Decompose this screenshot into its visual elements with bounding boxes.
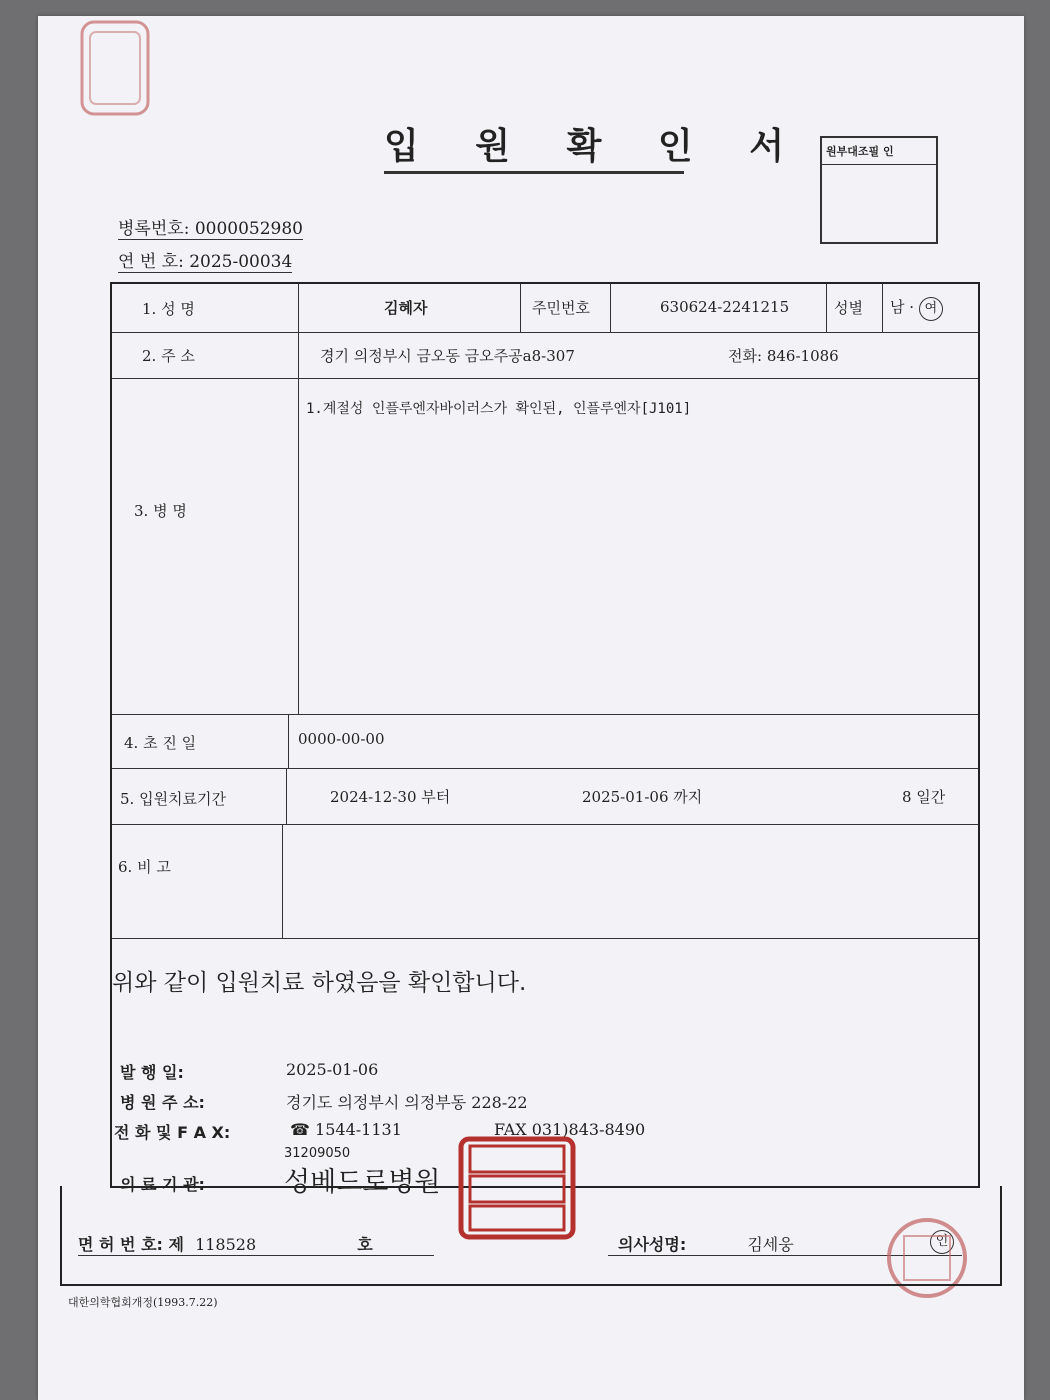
doctor-name: 김세웅 [747, 1235, 794, 1254]
phone-label: 전화: [728, 347, 763, 365]
document-paper [38, 16, 1024, 1400]
tel [290, 1120, 402, 1139]
original-check-label: 원부대조필 인 [822, 138, 936, 165]
sex-separator: · [909, 298, 915, 316]
rrn-value: 630624-2241215 [660, 298, 790, 316]
row-first-visit [112, 714, 978, 769]
revision-note: 대한의학협회개정(1993.7.22) [68, 1296, 218, 1309]
license-suffix: 호 [357, 1235, 373, 1254]
form-bottom-frame [60, 1186, 1002, 1286]
name-label: 1. 성 명 [142, 300, 195, 318]
row-address [112, 332, 978, 379]
license-number: 118528 [195, 1235, 257, 1254]
period-days: 8 일간 [902, 788, 946, 806]
sex-female-circled: 여 [919, 297, 943, 321]
hospital-address-label: 병 원 주 소: [120, 1093, 205, 1112]
address-value: 경기 의정부시 금오동 금오주공a8-307 [320, 347, 575, 365]
row-remarks [112, 824, 978, 939]
serial-number-value: 2025-00034 [189, 252, 293, 272]
record-number-label: 병록번호: [118, 219, 190, 239]
doctor-label: 의사성명: [618, 1235, 687, 1254]
page-title: 입 원 확 인 서 [384, 118, 684, 174]
serial-number-label: 연 번 호: [118, 252, 184, 272]
hospital-seal-top [78, 18, 152, 118]
admission-table [110, 282, 980, 1198]
institution-name: 성베드로병원 [284, 1167, 441, 1198]
doctor-seal-mark: 인 [930, 1230, 954, 1254]
phone-icon: ☎ [290, 1120, 310, 1139]
first-visit-value: 0000-00-00 [298, 730, 385, 748]
original-check-box [820, 136, 938, 244]
address-label: 2. 주 소 [142, 347, 195, 365]
issue-date-label: 발 행 일: [120, 1063, 184, 1082]
sex-label: 성별 [834, 299, 863, 317]
sex-male: 남 [890, 298, 905, 316]
patient-name: 김혜자 [384, 299, 428, 317]
period-to: 2025-01-06 까지 [582, 788, 703, 806]
tel-fax-label: 전 화 및 F A X: [114, 1123, 231, 1142]
license-label: 면 허 번 호: 제 [78, 1235, 184, 1254]
period-label: 5. 입원치료기간 [120, 790, 227, 808]
tel-value: 1544-1131 [315, 1120, 402, 1139]
phone-value: 846-1086 [766, 347, 839, 365]
row-diagnosis [112, 378, 978, 715]
serial-number [118, 247, 292, 273]
rrn-label: 주민번호 [532, 299, 590, 317]
issue-date-value: 2025-01-06 [286, 1060, 379, 1079]
phone [728, 345, 839, 366]
fax-value: FAX 031)843-8490 [494, 1120, 646, 1139]
hospital-address-value: 경기도 의정부시 의정부동 228-22 [286, 1093, 528, 1112]
confirmation-text: 위와 같이 입원치료 하였음을 확인합니다. [112, 970, 527, 996]
record-number-value: 0000052980 [194, 219, 303, 239]
record-number [118, 214, 303, 240]
diagnosis-value: 1.계절성 인플루엔자바이러스가 확인된, 인플루엔자[J101] [306, 401, 692, 417]
row-admission-period [112, 768, 978, 825]
row-name [112, 284, 978, 333]
remarks-label: 6. 비 고 [118, 858, 171, 876]
sex-options [890, 296, 943, 321]
diagnosis-label: 3. 병 명 [134, 502, 187, 520]
institution-label: 의 료 기 관: [120, 1175, 205, 1194]
institution-code: 31209050 [284, 1146, 351, 1161]
first-visit-label: 4. 초 진 일 [124, 734, 197, 752]
period-from: 2024-12-30 부터 [330, 788, 451, 806]
